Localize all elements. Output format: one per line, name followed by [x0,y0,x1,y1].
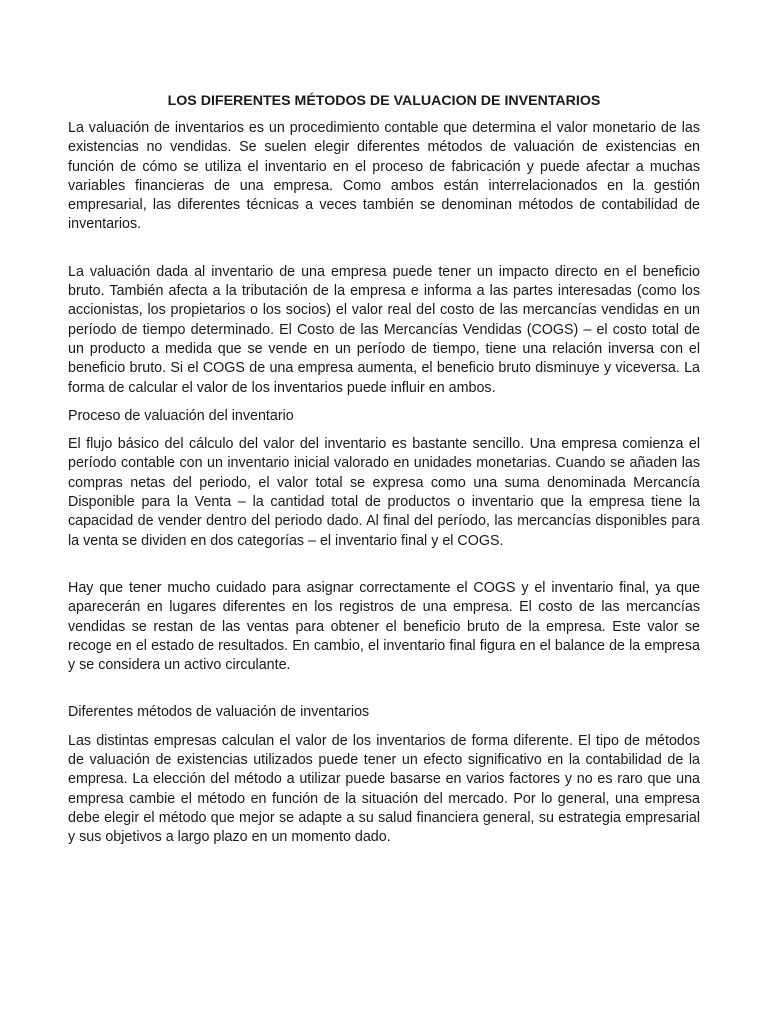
document-title: LOS DIFERENTES MÉTODOS DE VALUACION DE INVENTARIOS [167,93,601,109]
paragraph-impact: La valuación dada al inventario de una empresa puede tener un impacto directo en el beneficio bruto. También afecta a la tributación de la empresa e informa a las partes interesadas (como los accionistas, los propietarios o los socios) el valor real del costo de las mercancías vendidas en un período de tiempo determinado. El Costo de las Mercancías Vendidas (COGS) – el costo total de un producto a medida que se vende en un período de tiempo, tiene una relación inversa con el beneficio bruto. Si el COGS de una empresa aumenta, el beneficio bruto disminuye y viceversa. La forma de calcular el valor de los inventarios puede influir en ambos. [68,263,700,396]
section-heading-methods: Diferentes métodos de valuación de inventarios [68,704,370,721]
paragraph-cogs: Hay que tener mucho cuidado para asignar correctamente el COGS y el inventario final, ya que aparecerán en lugares diferentes en los registros de una empresa. El costo de las mercancías vendidas se restan de las ventas para obtener el beneficio bruto de la empresa. Este valor se recoge en el estado de resultados. En cambio, el inventario final figura en el balance de la empresa y se considera un activo circulante. [68,579,700,674]
paragraph-flow: El flujo básico del cálculo del valor del inventario es bastante sencillo. Una empresa comienza el período contable con un inventario inicial valorado en unidades monetarias. Cuando se añaden las compras netas del periodo, el valor total se expresa como una suma denominada Mercancía Disponible para la Venta – la cantidad total de productos o inventario que la empresa tiene la capacidad de vender dentro del periodo dado. Al final del período, las mercancías disponibles para la venta se dividen en dos categorías – el inventario final y el COGS. [68,436,700,549]
paragraph-methods: Las distintas empresas calculan el valor de los inventarios de forma diferente. El tipo de métodos de valuación de existencias utilizados puede tener un efecto significativo en la contabilidad de la empresa. La elección del método a utilizar puede basarse en varios factores y no es raro que una empresa cambie el método en función de la situación del mercado. Por lo general, una empresa debe elegir el método que mejor se adapte a su salud financiera general, su estrategia empresarial y sus objetivos a largo plazo en un momento dado. [68,732,700,846]
paragraph-intro: La valuación de inventarios es un procedimiento contable que determina el valor monetario de las existencias no vendidas. Se suelen elegir diferentes métodos de valuación de existencias en función de cómo se utiliza el inventario en el proceso de fabricación y puede afectar a muchas variables financieras de una empresa. Como ambos están interrelacionados en la gestión empresarial, las diferentes técnicas a veces también se denominan métodos de contabilidad de inventarios. [68,120,700,233]
section-heading-process: Proceso de valuación del inventario [68,407,294,424]
document-page [68,92,700,848]
